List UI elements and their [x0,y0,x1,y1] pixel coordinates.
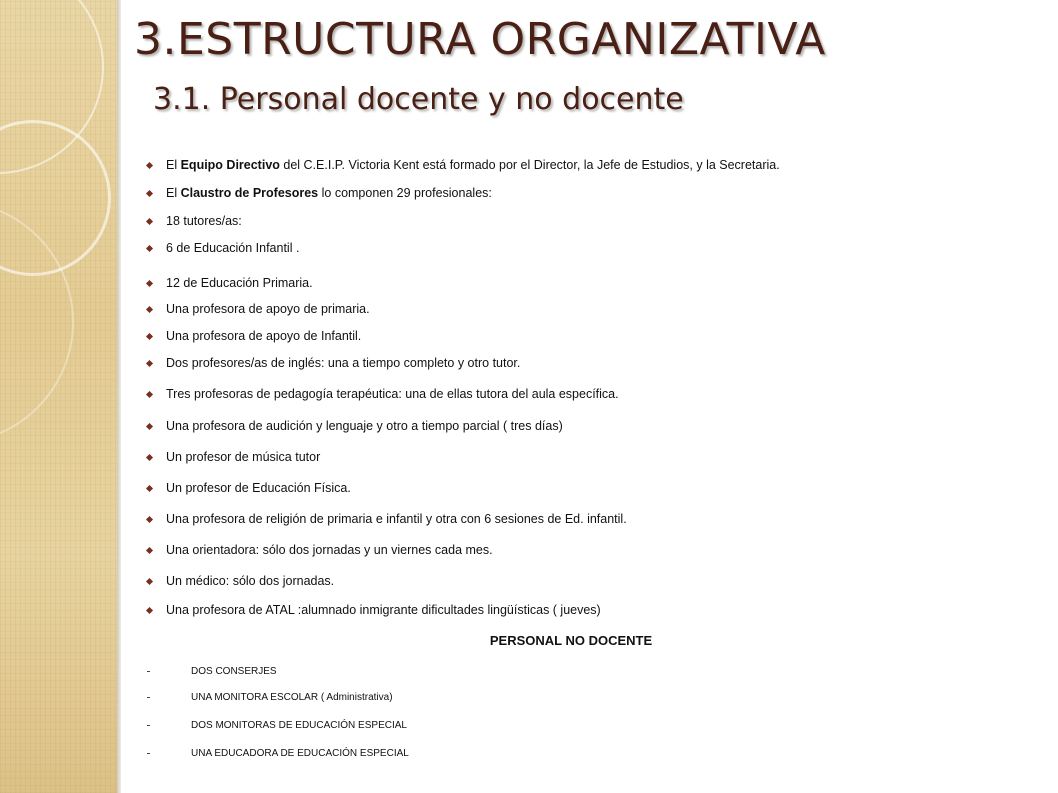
diamond-bullet-icon [146,244,153,251]
list-item: Una profesora de religión de primaria e infantil y otra con 6 sesiones de Ed. infantil. [145,510,627,528]
dash-bullet-icon [147,725,150,726]
staff-list-item: UNA EDUCADORA DE EDUCACIÓN ESPECIAL [147,746,409,760]
diamond-bullet-icon [146,577,153,584]
diamond-bullet-icon [146,422,153,429]
diamond-bullet-icon [146,606,153,613]
diamond-bullet-icon [146,390,153,397]
list-item: Un profesor de música tutor [145,448,320,466]
dash-bullet-icon [147,697,150,698]
diamond-bullet-icon [146,305,153,312]
list-item-text: El Equipo Directivo del C.E.I.P. Victoria Kent está formado por el Director, la Jefe de Estudios, y la Secretaria. [166,158,780,172]
list-item: Una profesora de ATAL :alumnado inmigrante dificultades lingüísticas ( jueves) [145,601,601,619]
list-item: Un médico: sólo dos jornadas. [145,572,334,590]
page-title: 3.ESTRUCTURA ORGANIZATIVA [134,14,826,65]
list-item: Una profesora de apoyo de Infantil. [145,327,361,345]
dash-bullet-icon [147,753,150,754]
list-item: Una orientadora: sólo dos jornadas y un viernes cada mes. [145,541,493,559]
diamond-bullet-icon [146,279,153,286]
staff-list-item: DOS CONSERJES [147,664,277,678]
diamond-bullet-icon [146,359,153,366]
sidebar-divider [117,0,121,793]
diamond-bullet-icon [146,161,153,168]
diamond-bullet-icon [146,546,153,553]
diamond-bullet-icon [146,515,153,522]
diamond-bullet-icon [146,484,153,491]
list-item: Una profesora de audición y lenguaje y otro a tiempo parcial ( tres días) [145,417,563,435]
dash-bullet-icon [147,671,150,672]
list-item: 12 de Educación Primaria. [145,274,313,292]
list-item: 18 tutores/as: [145,212,242,230]
list-item: Una profesora de apoyo de primaria. [145,300,370,318]
non-teaching-heading: PERSONAL NO DOCENTE [489,633,653,648]
diamond-bullet-icon [146,453,153,460]
diamond-bullet-icon [146,217,153,224]
list-item-text: El Claustro de Profesores lo componen 29 profesionales: [166,186,492,200]
staff-list-item: UNA MONITORA ESCOLAR ( Administrativa) [147,690,393,704]
diamond-bullet-icon [146,332,153,339]
list-item-equipo-directivo [145,156,780,174]
staff-list-item: DOS MONITORAS DE EDUCACIÓN ESPECIAL [147,718,407,732]
list-item: Un profesor de Educación Física. [145,479,351,497]
decorative-sidebar [0,0,117,793]
list-item: 6 de Educación Infantil . [145,239,299,257]
list-item: Dos profesores/as de inglés: una a tiempo completo y otro tutor. [145,354,520,372]
diamond-bullet-icon [146,189,153,196]
page-subtitle: 3.1. Personal docente y no docente [153,82,684,117]
list-item-claustro [145,184,492,202]
list-item: Tres profesoras de pedagogía terapéutica: una de ellas tutora del aula específica. [145,385,619,403]
